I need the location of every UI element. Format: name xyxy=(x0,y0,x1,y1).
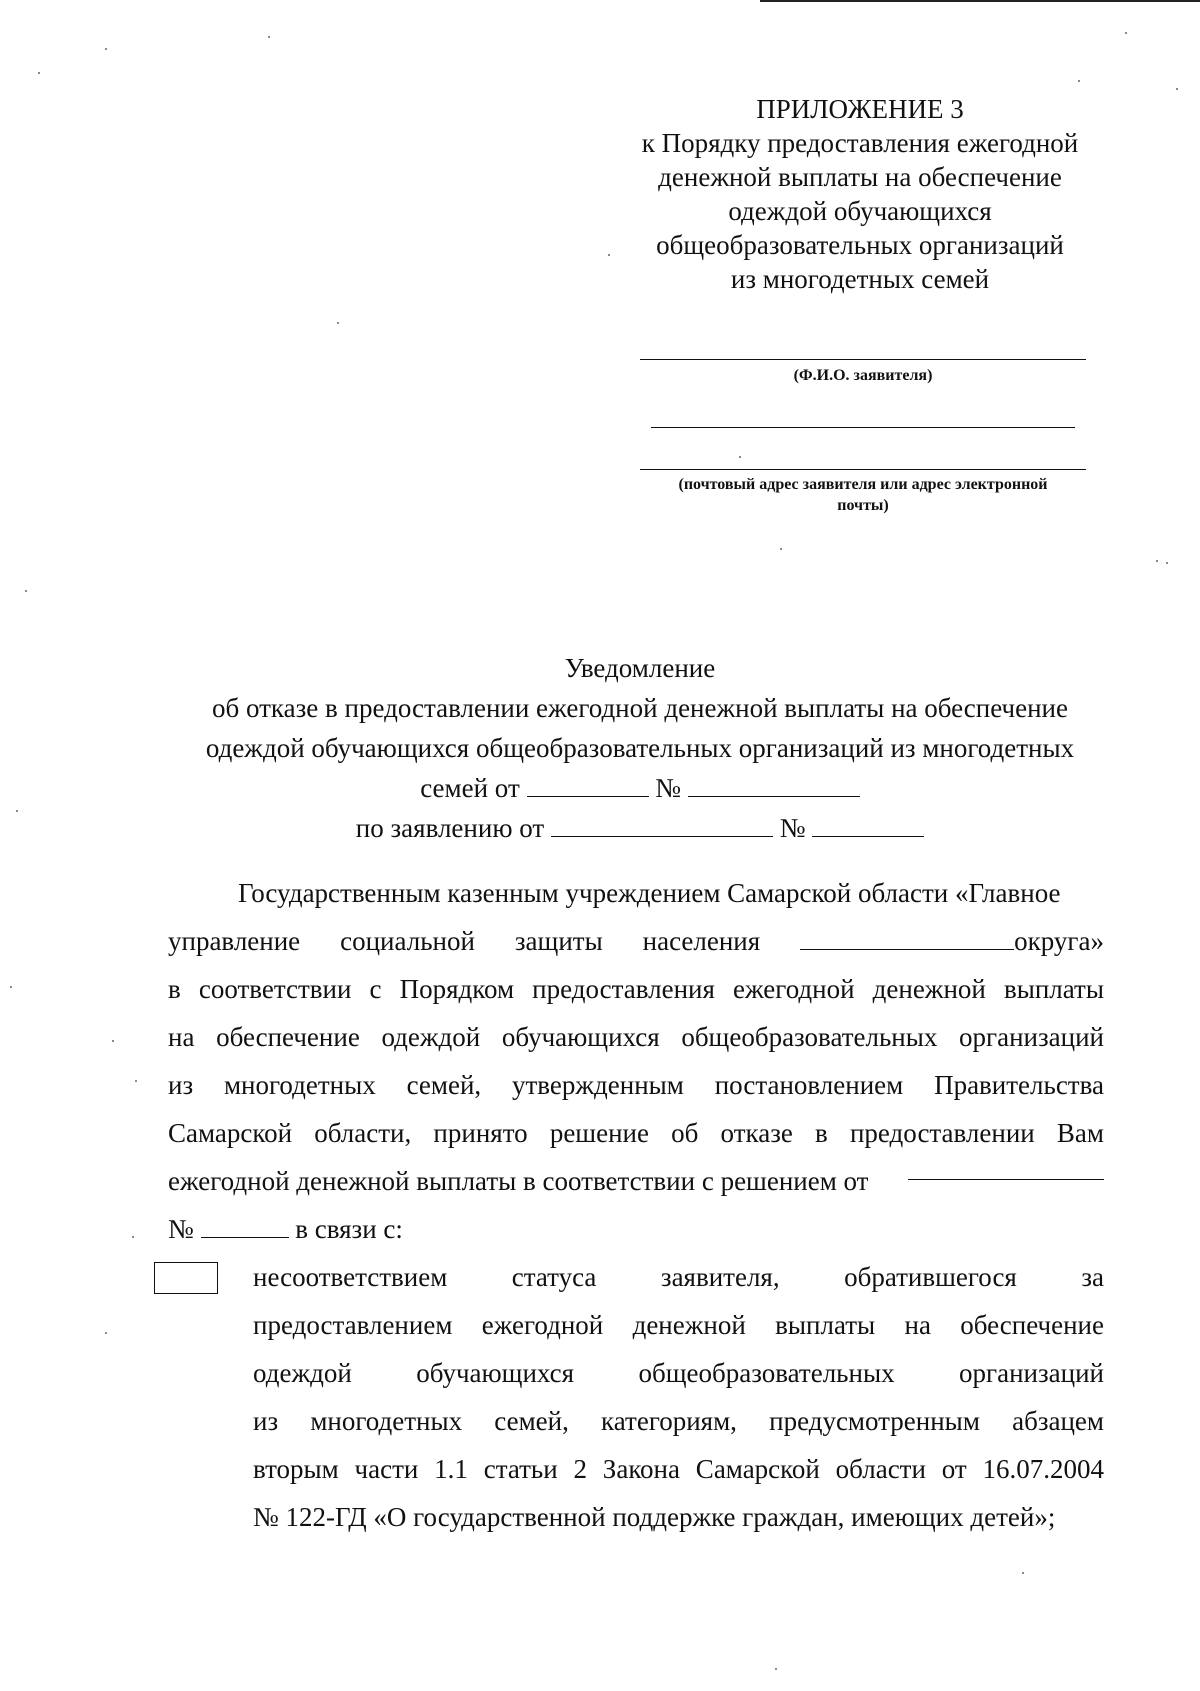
scan-speck xyxy=(16,810,18,812)
decision-date-blank[interactable] xyxy=(908,1157,1104,1180)
appendix-line: денежной выплаты на обеспечение xyxy=(658,162,1062,192)
address-caption: (почтовый адрес заявителя или адрес электронной почты) xyxy=(678,476,1048,514)
reason-line: одеждой обучающихся общеобразовательных организаций xyxy=(253,1358,1104,1388)
address-field-line-2[interactable] xyxy=(640,469,1086,470)
appendix-line: общеобразовательных организаций xyxy=(656,230,1064,260)
scan-edge-line xyxy=(760,0,1200,2)
paragraph-line: из многодетных семей, утвержденным постановлением Правительства xyxy=(168,1070,1104,1100)
notice-title xyxy=(100,648,1180,848)
application-date-blank[interactable] xyxy=(551,814,773,837)
paragraph-line: Самарской области, принято решение об отказе в предоставлении Вам xyxy=(168,1118,1104,1148)
scan-speck xyxy=(337,322,339,324)
application-date-number-line: по заявлению от № xyxy=(100,808,1180,848)
scan-speck xyxy=(1078,80,1080,82)
paragraph-line: в соответствии с Порядком предоставления ежегодной денежной выплаты xyxy=(168,974,1104,1004)
scan-speck xyxy=(105,1332,107,1334)
scan-speck xyxy=(10,986,12,988)
address-field-line-1[interactable] xyxy=(651,427,1075,428)
paragraph-line: управление социальной защиты населения округа» xyxy=(168,926,1104,956)
fio-caption: (Ф.И.О. заявителя) xyxy=(793,367,933,384)
paragraph-line: на обеспечение одеждой обучающихся общеобразовательных организаций xyxy=(168,1022,1104,1052)
notice-line: об отказе в предоставлении ежегодной денежной выплаты на обеспечение xyxy=(212,693,1068,723)
decision-number-blank[interactable] xyxy=(201,1215,289,1238)
scan-speck xyxy=(1125,32,1127,34)
notice-line: одеждой обучающихся общеобразовательных организаций из многодетных xyxy=(205,733,1075,763)
scan-speck xyxy=(1166,562,1168,564)
reason-text xyxy=(253,1253,1104,1541)
appendix-line: к Порядку предоставления ежегодной xyxy=(641,128,1079,158)
paragraph-line: № в связи с: xyxy=(168,1214,403,1244)
reason-line: из многодетных семей, категориям, предусмотренным абзацем xyxy=(253,1406,1104,1436)
reason-line: несоответствием статуса заявителя, обратившегося за xyxy=(253,1262,1104,1292)
scan-speck xyxy=(38,72,40,74)
scan-speck xyxy=(739,456,741,458)
scan-speck xyxy=(608,254,610,256)
main-paragraph xyxy=(168,869,1104,1253)
scan-speck xyxy=(25,590,27,592)
notice-number-blank[interactable] xyxy=(688,774,860,797)
appendix-line: из многодетных семей xyxy=(730,264,990,294)
district-blank[interactable] xyxy=(800,927,1014,950)
appendix-line: ПРИЛОЖЕНИЕ 3 xyxy=(756,94,964,124)
reason-line: вторым части 1.1 статьи 2 Закона Самарской области от 16.07.2004 xyxy=(253,1454,1104,1484)
scan-speck xyxy=(105,48,107,50)
scan-speck xyxy=(135,1080,137,1082)
paragraph-line: Государственным казенным учреждением Самарской области «Главное xyxy=(238,878,1061,908)
reason-line: № 122-ГД «О государственной поддержке граждан, имеющих детей»; xyxy=(253,1502,1056,1532)
appendix-line: одеждой обучающихся xyxy=(728,196,992,226)
scan-speck xyxy=(112,1040,114,1042)
reason-checkbox[interactable] xyxy=(154,1262,218,1294)
scan-speck xyxy=(775,1668,777,1670)
fio-field-line[interactable] xyxy=(640,359,1086,360)
scan-speck xyxy=(1176,88,1178,90)
scan-speck xyxy=(132,1236,134,1238)
application-number-blank[interactable] xyxy=(812,814,924,837)
appendix-header xyxy=(600,92,1120,296)
reason-line: предоставлением ежегодной денежной выплаты на обеспечение xyxy=(253,1310,1104,1340)
notice-heading: Уведомление xyxy=(564,653,716,683)
paragraph-line: ежегодной денежной выплаты в соответствии с решением от xyxy=(168,1157,1104,1205)
scan-speck xyxy=(780,548,782,550)
scan-speck xyxy=(268,36,270,38)
notice-date-number-line: семей от № xyxy=(100,768,1180,808)
scan-speck xyxy=(1022,1572,1024,1574)
notice-date-blank[interactable] xyxy=(527,774,649,797)
scan-speck xyxy=(1156,560,1158,562)
